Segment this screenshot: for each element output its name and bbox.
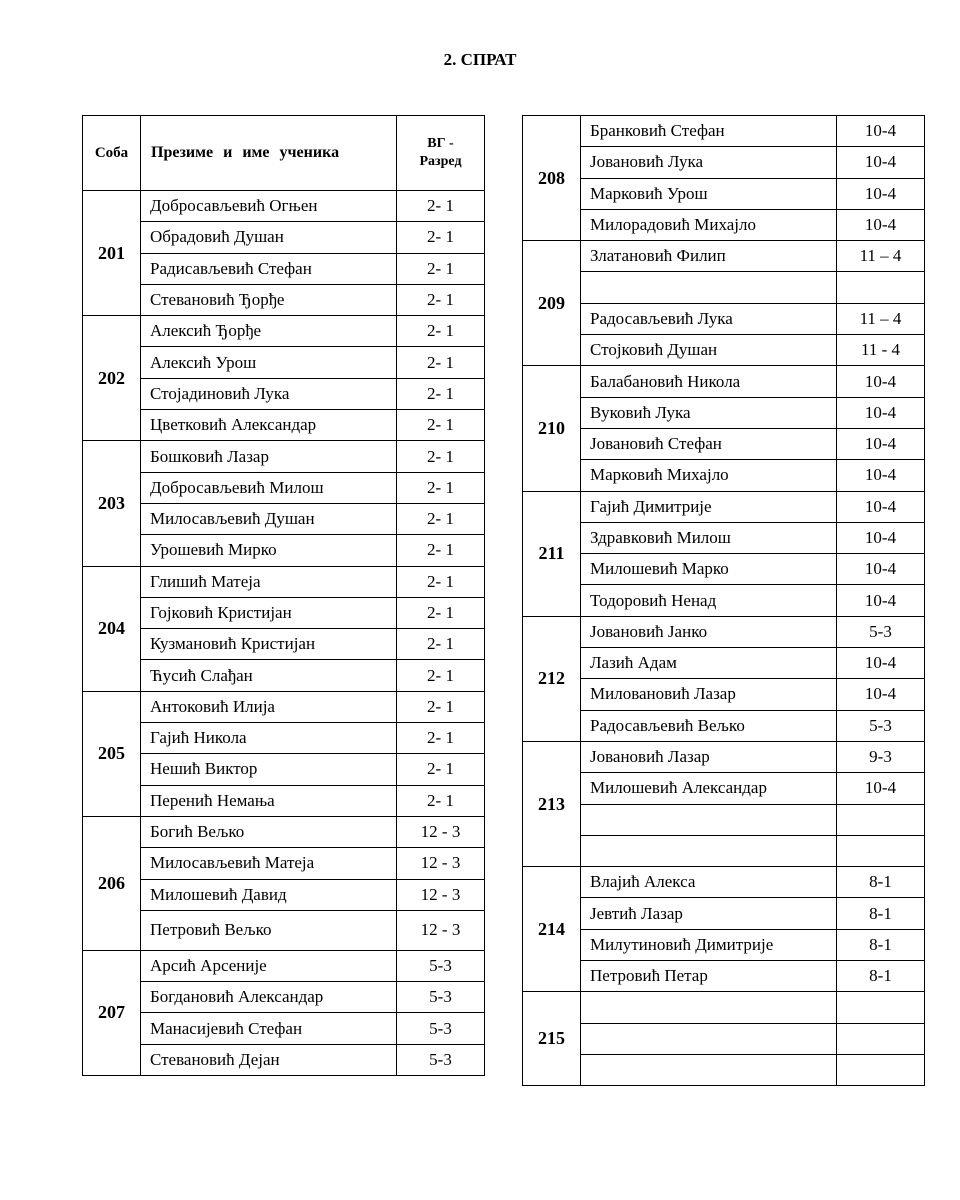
- room-number: 204: [83, 566, 141, 691]
- student-name: Марковић Михајло: [581, 460, 837, 491]
- student-grade: 10-4: [837, 679, 925, 710]
- student-name: Милошевић Марко: [581, 554, 837, 585]
- student-grade: 8-1: [837, 961, 925, 992]
- table-row: [83, 723, 485, 754]
- student-grade: 10-4: [837, 648, 925, 679]
- student-name: Урошевић Мирко: [141, 535, 397, 566]
- student-name: Добросављевић Огњен: [141, 191, 397, 222]
- table-row: [83, 629, 485, 660]
- table-row: [83, 848, 485, 879]
- student-grade: 12 - 3: [397, 879, 485, 910]
- table-row: [523, 522, 925, 553]
- student-name: [581, 272, 837, 303]
- student-name: Добросављевић Милош: [141, 472, 397, 503]
- student-name: Петровић Вељко: [141, 910, 397, 950]
- student-name: Стевановић Ђорђе: [141, 284, 397, 315]
- table-row: [523, 1023, 925, 1054]
- table-row: [83, 950, 485, 981]
- student-grade: 10-4: [837, 366, 925, 397]
- student-name: Златановић Филип: [581, 241, 837, 272]
- room-number: 215: [523, 992, 581, 1086]
- student-name: Радосављевић Лука: [581, 303, 837, 334]
- table-row: [523, 898, 925, 929]
- table-row: [523, 741, 925, 772]
- room-number: 208: [523, 116, 581, 241]
- table-row: [83, 535, 485, 566]
- header-grade: [397, 116, 485, 191]
- student-grade: 2- 1: [397, 253, 485, 284]
- table-row: [83, 191, 485, 222]
- student-name: Кузмановић Кристијан: [141, 629, 397, 660]
- student-grade: [837, 1054, 925, 1085]
- table-row: [83, 316, 485, 347]
- student-name: Алексић Ђорђе: [141, 316, 397, 347]
- table-row: [523, 773, 925, 804]
- table-row: [83, 691, 485, 722]
- student-name: Глишић Матеја: [141, 566, 397, 597]
- student-name: Јевтић Лазар: [581, 898, 837, 929]
- room-number: 211: [523, 491, 581, 616]
- table-row: [523, 366, 925, 397]
- student-grade: 5-3: [837, 616, 925, 647]
- student-name: Стевановић Дејан: [141, 1044, 397, 1075]
- table-row: [83, 879, 485, 910]
- room-table-left: [82, 115, 485, 1076]
- table-row: [523, 209, 925, 240]
- student-grade: 2- 1: [397, 691, 485, 722]
- student-grade: 10-4: [837, 491, 925, 522]
- table-row: [83, 1013, 485, 1044]
- table-row: [83, 816, 485, 847]
- table-row: [83, 566, 485, 597]
- student-grade: 2- 1: [397, 284, 485, 315]
- room-number: 213: [523, 741, 581, 866]
- table-row: [523, 178, 925, 209]
- student-name: Јовановић Лука: [581, 147, 837, 178]
- student-grade: 11 – 4: [837, 241, 925, 272]
- table-row: [523, 491, 925, 522]
- student-name: Гајић Димитрије: [581, 491, 837, 522]
- table-row: [83, 378, 485, 409]
- student-grade: 8-1: [837, 929, 925, 960]
- student-name: Радосављевић Вељко: [581, 710, 837, 741]
- table-row: [83, 1044, 485, 1075]
- student-grade: 2- 1: [397, 191, 485, 222]
- student-name: Петровић Петар: [581, 961, 837, 992]
- room-number: 210: [523, 366, 581, 491]
- student-grade: [837, 272, 925, 303]
- table-row: [83, 660, 485, 691]
- table-row: [83, 222, 485, 253]
- student-name: Бранковић Стефан: [581, 116, 837, 147]
- student-grade: 8-1: [837, 898, 925, 929]
- student-grade: 2- 1: [397, 723, 485, 754]
- student-grade: 10-4: [837, 178, 925, 209]
- student-grade: 5-3: [397, 982, 485, 1013]
- student-grade: 10-4: [837, 397, 925, 428]
- header-room: Соба: [83, 116, 141, 191]
- student-grade: 10-4: [837, 585, 925, 616]
- student-name: [581, 992, 837, 1023]
- student-name: Јовановић Стефан: [581, 428, 837, 459]
- student-name: Милутиновић Димитрије: [581, 929, 837, 960]
- table-row: [523, 554, 925, 585]
- student-grade: 2- 1: [397, 629, 485, 660]
- table-row: [523, 804, 925, 835]
- student-grade: 2- 1: [397, 222, 485, 253]
- student-name: Здравковић Милош: [581, 522, 837, 553]
- table-row: [83, 284, 485, 315]
- table-row: [83, 754, 485, 785]
- room-table-right: [522, 115, 925, 1086]
- student-grade: 2- 1: [397, 503, 485, 534]
- student-name: Тодоровић Ненад: [581, 585, 837, 616]
- student-name: Милорадовић Михајло: [581, 209, 837, 240]
- student-name: Манасијевић Стефан: [141, 1013, 397, 1044]
- student-name: [581, 804, 837, 835]
- student-grade: 5-3: [837, 710, 925, 741]
- student-grade: [837, 804, 925, 835]
- student-name: Милошевић Давид: [141, 879, 397, 910]
- table-row: [83, 347, 485, 378]
- table-row: [523, 835, 925, 866]
- student-name: Марковић Урош: [581, 178, 837, 209]
- student-name: Милошевић Александар: [581, 773, 837, 804]
- student-grade: 12 - 3: [397, 910, 485, 950]
- student-grade: 2- 1: [397, 441, 485, 472]
- student-grade: 2- 1: [397, 410, 485, 441]
- student-name: [581, 1023, 837, 1054]
- student-grade: 5-3: [397, 1044, 485, 1075]
- table-row: [83, 785, 485, 816]
- student-grade: 2- 1: [397, 378, 485, 409]
- table-row: [83, 410, 485, 441]
- student-name: Лазић Адам: [581, 648, 837, 679]
- table-row: [523, 460, 925, 491]
- student-name: Алексић Урош: [141, 347, 397, 378]
- student-name: Гајић Никола: [141, 723, 397, 754]
- student-name: Влајић Алекса: [581, 867, 837, 898]
- student-grade: 2- 1: [397, 566, 485, 597]
- student-grade: 2- 1: [397, 785, 485, 816]
- table-header-row: [83, 116, 485, 191]
- student-name: Антоковић Илија: [141, 691, 397, 722]
- student-grade: 10-4: [837, 428, 925, 459]
- student-name: Балабановић Никола: [581, 366, 837, 397]
- table-row: [83, 503, 485, 534]
- student-name: Радисављевић Стефан: [141, 253, 397, 284]
- table-row: [523, 585, 925, 616]
- table-row: [523, 303, 925, 334]
- student-name: Милосављевић Душан: [141, 503, 397, 534]
- table-row: [523, 335, 925, 366]
- student-name: Јовановић Јанко: [581, 616, 837, 647]
- table-row: [523, 241, 925, 272]
- room-number: 206: [83, 816, 141, 950]
- student-name: Бошковић Лазар: [141, 441, 397, 472]
- table-row: [523, 147, 925, 178]
- room-number: 202: [83, 316, 141, 441]
- student-grade: 2- 1: [397, 597, 485, 628]
- student-grade: 10-4: [837, 522, 925, 553]
- student-grade: [837, 1023, 925, 1054]
- table-row: [83, 982, 485, 1013]
- student-name: Богић Вељко: [141, 816, 397, 847]
- student-grade: 2- 1: [397, 535, 485, 566]
- room-number: 203: [83, 441, 141, 566]
- room-number: 205: [83, 691, 141, 816]
- student-name: [581, 1054, 837, 1085]
- student-name: Милосављевић Матеја: [141, 848, 397, 879]
- header-grade-label: ВГ - Разред: [419, 136, 462, 169]
- table-row: [523, 679, 925, 710]
- table-row: [523, 272, 925, 303]
- student-grade: 2- 1: [397, 347, 485, 378]
- student-grade: 11 - 4: [837, 335, 925, 366]
- table-row: [523, 116, 925, 147]
- student-grade: 10-4: [837, 554, 925, 585]
- student-grade: [837, 835, 925, 866]
- table-row: [523, 428, 925, 459]
- student-grade: 2- 1: [397, 472, 485, 503]
- table-row: [523, 1054, 925, 1085]
- table-row: [83, 472, 485, 503]
- student-name: Богдановић Александар: [141, 982, 397, 1013]
- student-grade: 2- 1: [397, 754, 485, 785]
- student-name: Гојковић Кристијан: [141, 597, 397, 628]
- table-row: [523, 992, 925, 1023]
- student-grade: 5-3: [397, 950, 485, 981]
- table-row: [523, 867, 925, 898]
- student-name: Стојадиновић Лука: [141, 378, 397, 409]
- table-row: [523, 648, 925, 679]
- room-number: 212: [523, 616, 581, 741]
- header-name: Презиме и име ученика: [141, 116, 397, 191]
- table-row: [523, 397, 925, 428]
- student-name: Вуковић Лука: [581, 397, 837, 428]
- student-grade: 8-1: [837, 867, 925, 898]
- room-number: 207: [83, 950, 141, 1075]
- student-grade: 5-3: [397, 1013, 485, 1044]
- page-title: 2. СПРАТ: [443, 50, 517, 69]
- student-name: Стојковић Душан: [581, 335, 837, 366]
- student-name: Цветковић Александар: [141, 410, 397, 441]
- student-grade: 10-4: [837, 773, 925, 804]
- room-number: 214: [523, 867, 581, 992]
- student-grade: 12 - 3: [397, 816, 485, 847]
- student-grade: 9-3: [837, 741, 925, 772]
- table-row: [83, 441, 485, 472]
- table-row: [523, 710, 925, 741]
- student-grade: 2- 1: [397, 316, 485, 347]
- student-grade: 11 – 4: [837, 303, 925, 334]
- student-name: [581, 835, 837, 866]
- student-name: Перенић Немања: [141, 785, 397, 816]
- student-name: Ћусић Слађан: [141, 660, 397, 691]
- room-number: 209: [523, 241, 581, 366]
- table-row: [523, 961, 925, 992]
- student-grade: 12 - 3: [397, 848, 485, 879]
- student-grade: 10-4: [837, 147, 925, 178]
- student-grade: 10-4: [837, 209, 925, 240]
- student-grade: 10-4: [837, 460, 925, 491]
- student-grade: [837, 992, 925, 1023]
- student-grade: 10-4: [837, 116, 925, 147]
- room-number: 201: [83, 191, 141, 316]
- student-name: Обрадовић Душан: [141, 222, 397, 253]
- table-row: [83, 597, 485, 628]
- student-name: Нешић Виктор: [141, 754, 397, 785]
- table-row: [83, 253, 485, 284]
- student-name: Јовановић Лазар: [581, 741, 837, 772]
- student-grade: 2- 1: [397, 660, 485, 691]
- table-row: [83, 910, 485, 950]
- table-row: [523, 929, 925, 960]
- student-name: Арсић Арсеније: [141, 950, 397, 981]
- student-name: Миловановић Лазар: [581, 679, 837, 710]
- table-row: [523, 616, 925, 647]
